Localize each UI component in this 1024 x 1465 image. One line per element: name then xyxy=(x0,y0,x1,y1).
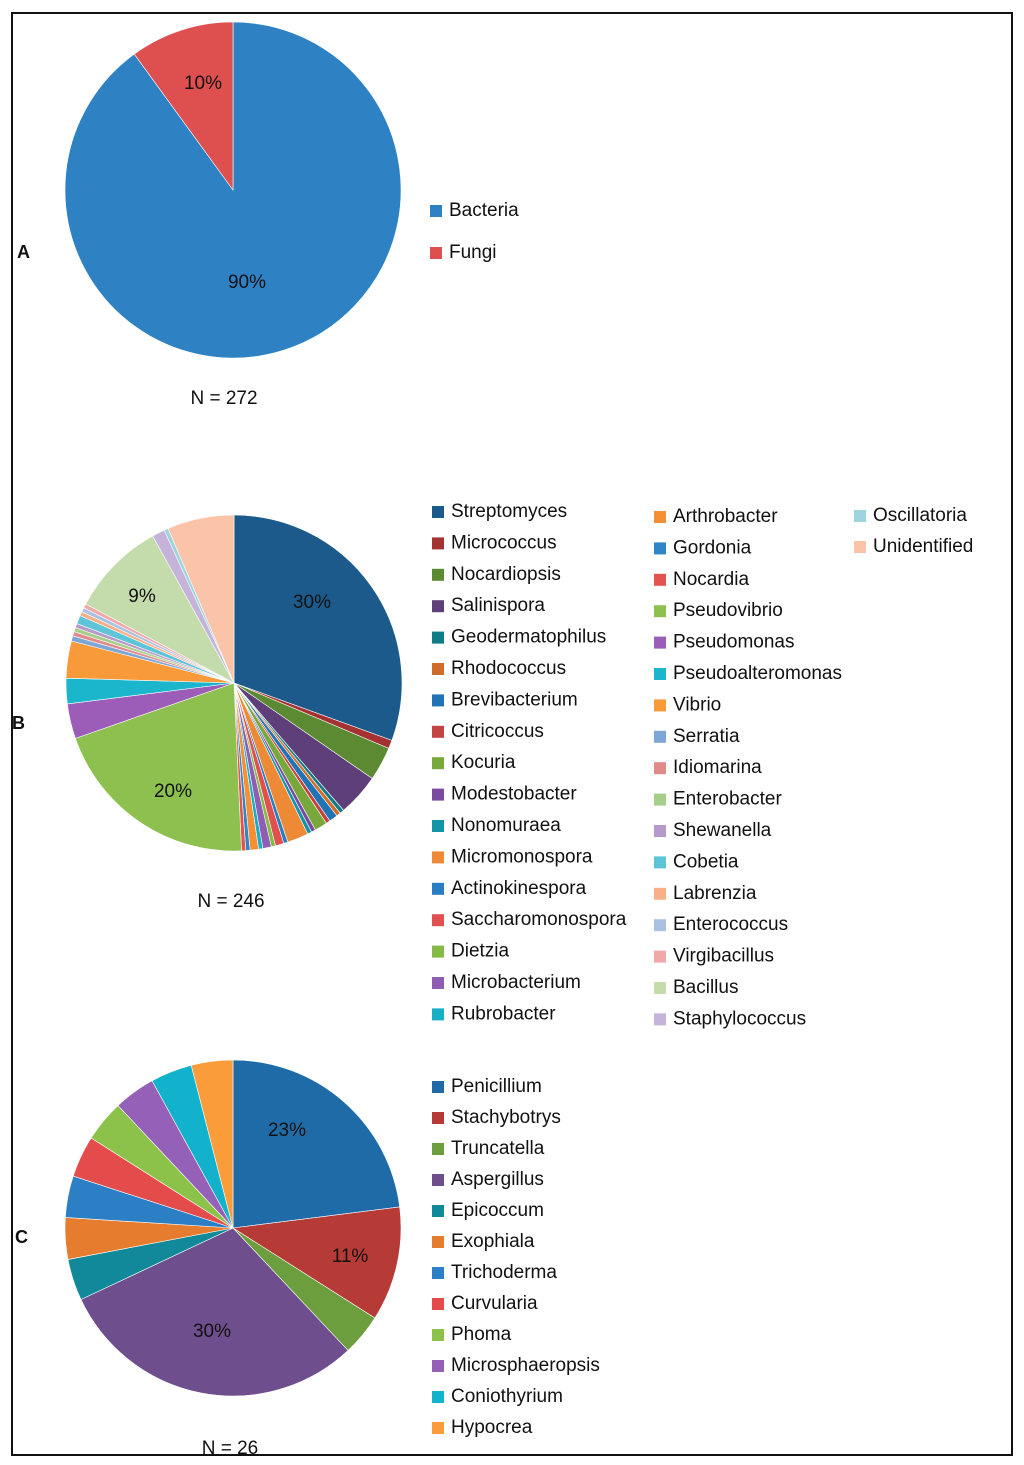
legend-swatch-b-micromonospora xyxy=(432,851,444,863)
legend-label-b-idiomarina: Idiomarina xyxy=(673,757,762,779)
legend-swatch-b-micrococcus xyxy=(432,537,444,549)
legend-label-b-geodermatophilus: Geodermatophilus xyxy=(451,626,607,648)
legend-label-b-virgibacillus: Virgibacillus xyxy=(673,945,775,967)
legend-swatch-a-fungi xyxy=(430,247,442,259)
legend-swatch-b-gordonia xyxy=(654,542,666,554)
legend-swatch-b-enterobacter xyxy=(654,794,666,806)
legend-label-b-kocuria: Kocuria xyxy=(451,752,516,774)
legend-swatch-b-nocardiopsis xyxy=(432,569,444,581)
legend-swatch-b-arthrobacter xyxy=(654,511,666,523)
legend-swatch-c-curvularia xyxy=(432,1298,444,1310)
legend-swatch-b-nonomuraea xyxy=(432,820,444,832)
data-label-c-aspergillus: 30% xyxy=(192,1321,232,1343)
legend-label-a-bacteria: Bacteria xyxy=(449,200,519,222)
legend-label-b-bacillus: Bacillus xyxy=(673,977,739,999)
panel-label-b: B xyxy=(12,712,25,733)
legend-label-c-stachybotrys: Stachybotrys xyxy=(451,1107,561,1129)
legend-swatch-c-coniothyrium xyxy=(432,1391,444,1403)
legend-label-b-citricoccus: Citricoccus xyxy=(451,720,544,742)
legend-swatch-b-citricoccus xyxy=(432,726,444,738)
legend-label-b-enterococcus: Enterococcus xyxy=(673,914,789,936)
legend-swatch-b-saccharomonospora xyxy=(432,914,444,926)
legend-label-b-cobetia: Cobetia xyxy=(673,851,739,873)
panel-label-a: A xyxy=(17,241,30,262)
legend-label-b-rhodococcus: Rhodococcus xyxy=(451,658,567,680)
legend-swatch-b-nocardia xyxy=(654,574,666,586)
legend-label-b-unidentified: Unidentified xyxy=(873,536,974,558)
legend-label-b-nocardia: Nocardia xyxy=(673,568,750,590)
legend-swatch-b-idiomarina xyxy=(654,762,666,774)
legend-swatch-b-shewanella xyxy=(654,825,666,837)
data-label-a-fungi: 10% xyxy=(183,73,223,95)
legend-label-c-coniothyrium: Coniothyrium xyxy=(451,1386,563,1408)
legend-label-c-curvularia: Curvularia xyxy=(451,1293,538,1315)
legend-swatch-c-aspergillus xyxy=(432,1174,444,1186)
legend-swatch-b-virgibacillus xyxy=(654,951,666,963)
pie-chart-a xyxy=(65,22,401,358)
legend-swatch-c-stachybotrys xyxy=(432,1112,444,1124)
legend-label-b-oscillatoria: Oscillatoria xyxy=(873,505,967,527)
legend-swatch-c-trichoderma xyxy=(432,1267,444,1279)
legend-swatch-c-truncatella xyxy=(432,1143,444,1155)
legend-swatch-b-pseudomonas xyxy=(654,637,666,649)
legend-swatch-b-bacillus xyxy=(654,982,666,994)
legend-swatch-b-rubrobacter xyxy=(432,1008,444,1020)
legend-swatch-c-exophiala xyxy=(432,1236,444,1248)
legend-label-c-truncatella: Truncatella xyxy=(451,1138,545,1160)
data-label-c-penicillium: 23% xyxy=(267,1120,307,1142)
legend-label-c-phoma: Phoma xyxy=(451,1324,512,1346)
pie-slice-c-penicillium xyxy=(233,1060,400,1228)
legend-label-b-micromonospora: Micromonospora xyxy=(451,846,593,868)
legend-swatch-b-streptomyces xyxy=(432,506,444,518)
legend-label-b-nocardiopsis: Nocardiopsis xyxy=(451,563,561,585)
legend-label-b-pseudoalteromonas: Pseudoalteromonas xyxy=(673,663,842,685)
legend-label-b-shewanella: Shewanella xyxy=(673,820,772,842)
legend-label-b-nonomuraea: Nonomuraea xyxy=(451,815,561,837)
legend-swatch-a-bacteria xyxy=(430,205,442,217)
legend-label-c-microsphaeropsis: Microsphaeropsis xyxy=(451,1355,600,1377)
legend-swatch-b-serratia xyxy=(654,731,666,743)
legend-swatch-b-kocuria xyxy=(432,757,444,769)
legend-label-c-penicillium: Penicillium xyxy=(451,1076,542,1098)
legend-swatch-b-rhodococcus xyxy=(432,663,444,675)
legend-label-b-vibrio: Vibrio xyxy=(673,694,722,716)
legend-swatch-b-pseudoalteromonas xyxy=(654,668,666,680)
legend-label-b-dietzia: Dietzia xyxy=(451,940,510,962)
n-label-b: N = 246 xyxy=(197,891,265,913)
legend-swatch-b-unidentified xyxy=(854,541,866,553)
data-label-b-bacillus: 9% xyxy=(128,586,156,608)
legend-label-c-aspergillus: Aspergillus xyxy=(451,1169,544,1191)
legend-label-b-gordonia: Gordonia xyxy=(673,537,752,559)
legend-label-b-saccharomonospora: Saccharomonospora xyxy=(451,909,627,931)
data-label-a-bacteria: 90% xyxy=(227,272,267,294)
data-label-c-stachybotrys: 11% xyxy=(331,1246,369,1268)
legend-label-b-micrococcus: Micrococcus xyxy=(451,532,557,554)
legend-a xyxy=(430,200,519,263)
legend-label-c-hypocrea: Hypocrea xyxy=(451,1417,533,1439)
legend-label-b-enterobacter: Enterobacter xyxy=(673,788,782,810)
legend-c xyxy=(432,1076,600,1438)
legend-label-c-trichoderma: Trichoderma xyxy=(451,1262,557,1284)
legend-swatch-b-brevibacterium xyxy=(432,694,444,706)
legend-swatch-b-labrenzia xyxy=(654,888,666,900)
legend-label-b-pseudovibrio: Pseudovibrio xyxy=(673,600,783,622)
legend-label-b-rubrobacter: Rubrobacter xyxy=(451,1003,556,1025)
legend-swatch-c-penicillium xyxy=(432,1081,444,1093)
pie-chart-b xyxy=(66,515,402,851)
legend-swatch-b-dietzia xyxy=(432,946,444,958)
legend-label-a-fungi: Fungi xyxy=(449,242,497,264)
legend-swatch-b-microbacterium xyxy=(432,977,444,989)
legend-swatch-b-oscillatoria xyxy=(854,510,866,522)
legend-label-b-salinispora: Salinispora xyxy=(451,595,545,617)
legend-label-b-labrenzia: Labrenzia xyxy=(673,882,757,904)
legend-label-b-modestobacter: Modestobacter xyxy=(451,783,577,805)
legend-swatch-b-salinispora xyxy=(432,600,444,612)
legend-swatch-b-cobetia xyxy=(654,856,666,868)
data-label-b-pseudovibrio: 20% xyxy=(153,781,193,803)
legend-label-b-brevibacterium: Brevibacterium xyxy=(451,689,578,711)
legend-label-c-epicoccum: Epicoccum xyxy=(451,1200,544,1222)
legend-swatch-b-enterococcus xyxy=(654,919,666,931)
legend-label-b-arthrobacter: Arthrobacter xyxy=(673,506,778,528)
legend-swatch-c-epicoccum xyxy=(432,1205,444,1217)
legend-b xyxy=(432,501,973,1029)
legend-swatch-b-vibrio xyxy=(654,699,666,711)
legend-label-b-actinokinespora: Actinokinespora xyxy=(451,877,587,899)
legend-label-b-pseudomonas: Pseudomonas xyxy=(673,631,795,653)
legend-label-b-microbacterium: Microbacterium xyxy=(451,972,581,994)
data-label-b-streptomyces: 30% xyxy=(292,592,332,614)
legend-swatch-b-geodermatophilus xyxy=(432,632,444,644)
panel-label-c: C xyxy=(15,1226,28,1247)
legend-swatch-b-modestobacter xyxy=(432,789,444,801)
n-label-a: N = 272 xyxy=(190,388,258,410)
legend-swatch-c-hypocrea xyxy=(432,1422,444,1434)
legend-label-c-exophiala: Exophiala xyxy=(451,1231,535,1253)
legend-swatch-b-staphylococcus xyxy=(654,1013,666,1025)
legend-label-b-streptomyces: Streptomyces xyxy=(451,501,568,523)
legend-label-b-serratia: Serratia xyxy=(673,725,740,747)
legend-swatch-b-pseudovibrio xyxy=(654,605,666,617)
legend-swatch-b-actinokinespora xyxy=(432,883,444,895)
pie-chart-c xyxy=(65,1060,401,1396)
legend-swatch-c-phoma xyxy=(432,1329,444,1341)
n-label-c: N = 26 xyxy=(201,1438,259,1460)
legend-swatch-c-microsphaeropsis xyxy=(432,1360,444,1372)
legend-label-b-staphylococcus: Staphylococcus xyxy=(673,1008,807,1030)
